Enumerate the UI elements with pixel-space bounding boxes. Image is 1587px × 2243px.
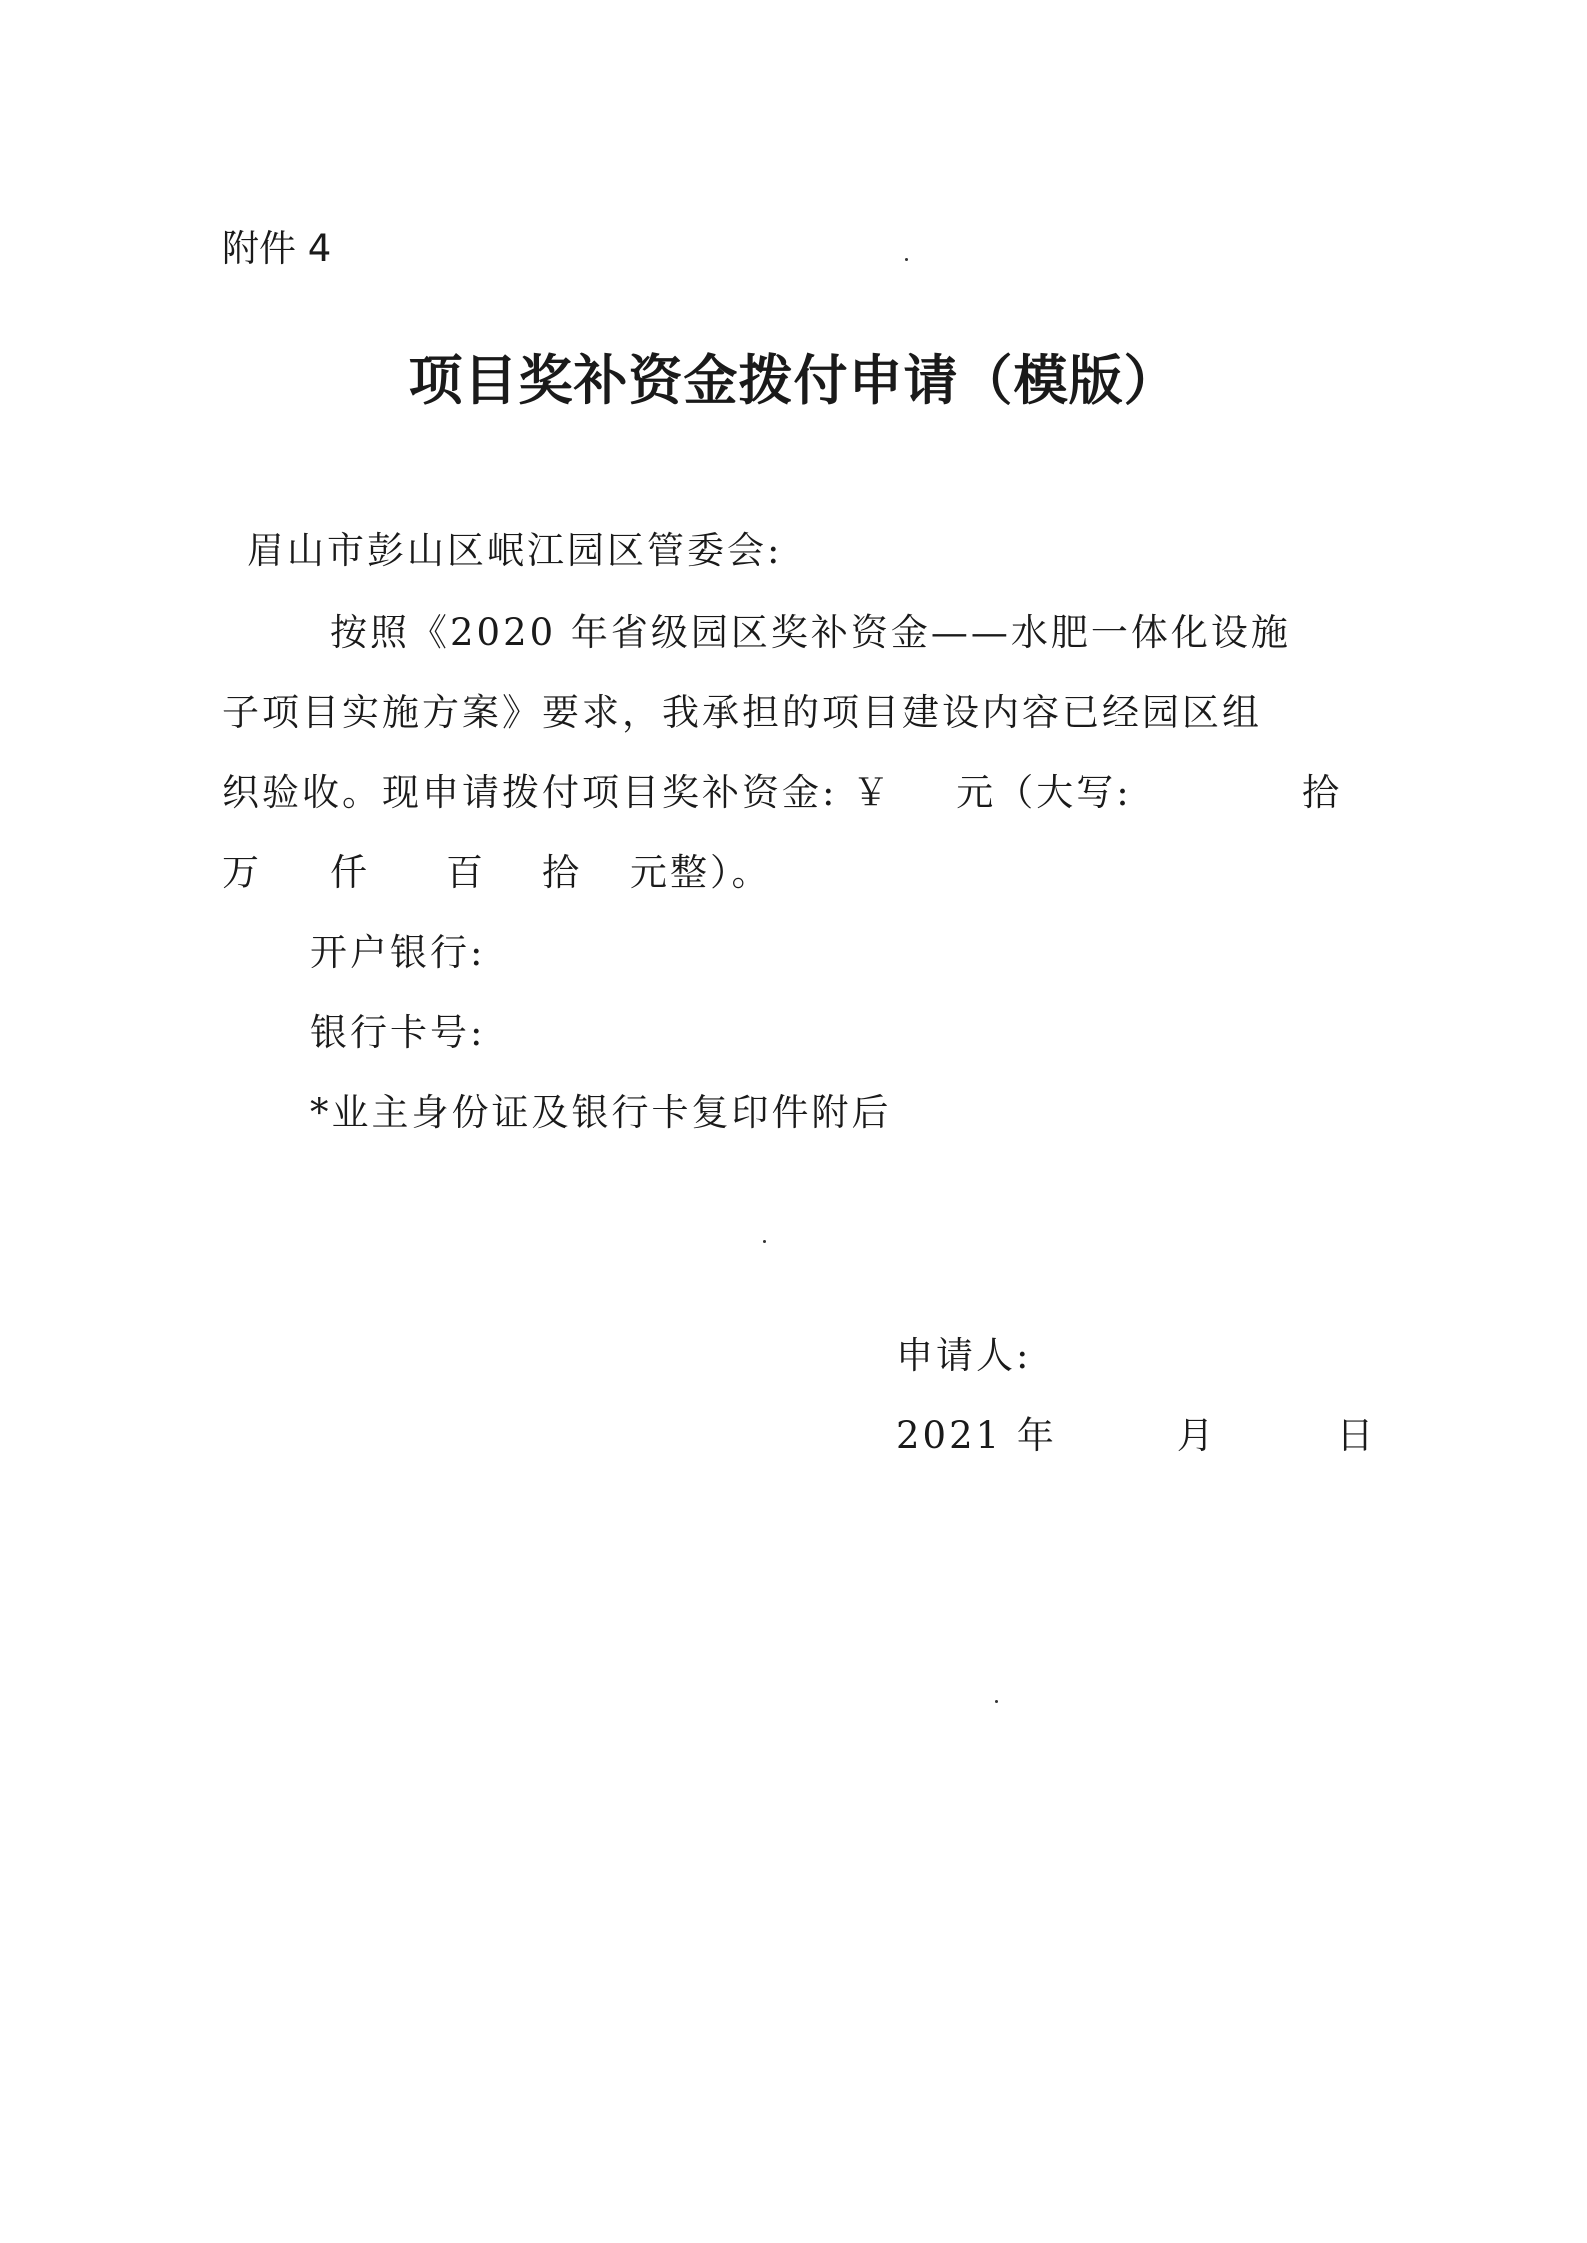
unit-yuan-zheng: 元整）。 [630,851,772,894]
unit-shi: 拾 [542,851,582,894]
date-line [896,1405,1376,1459]
body-line-4 [222,842,1342,896]
unit-ten-thousand-tens: 拾 [1302,771,1342,814]
recipient-line: 眉山市彭山区岷江园区管委会: [247,529,783,572]
date-day: 日 [1336,1414,1377,1457]
date-year: 2021 年 [896,1414,1057,1457]
document-title: 项目奖补资金拨付申请（模版） [408,349,1179,412]
bank-name-label: 开户银行: [310,931,486,974]
scan-dot [763,1240,766,1243]
applicant-label: 申请人: [896,1334,1032,1377]
date-month: 月 [1176,1414,1217,1457]
body-line-2 [222,682,1342,736]
unit-bai: 百 [446,851,486,894]
card-number-label: 银行卡号: [310,1011,486,1054]
amount-in-words-label: 元（大写: [956,771,1132,814]
amount-request-text: 织验收。现申请拨付项目奖补资金: ￥ [222,771,893,814]
body-line-1: 按照《2020 年省级园区奖补资金——水肥一体化设施 [330,611,1291,654]
unit-wan: 万 [222,851,262,894]
body-line-2-text: 子项目实施方案》要求，我承担的项目建设内容已经园区组 [222,691,1262,734]
attachment-note: *业主身份证及银行卡复印件附后 [310,1091,892,1134]
body-line-3 [222,762,1342,816]
scan-dot [905,258,908,261]
unit-qian: 仟 [330,851,370,894]
scan-dot [995,1700,998,1703]
attachment-label: 附件 4 [222,227,332,270]
